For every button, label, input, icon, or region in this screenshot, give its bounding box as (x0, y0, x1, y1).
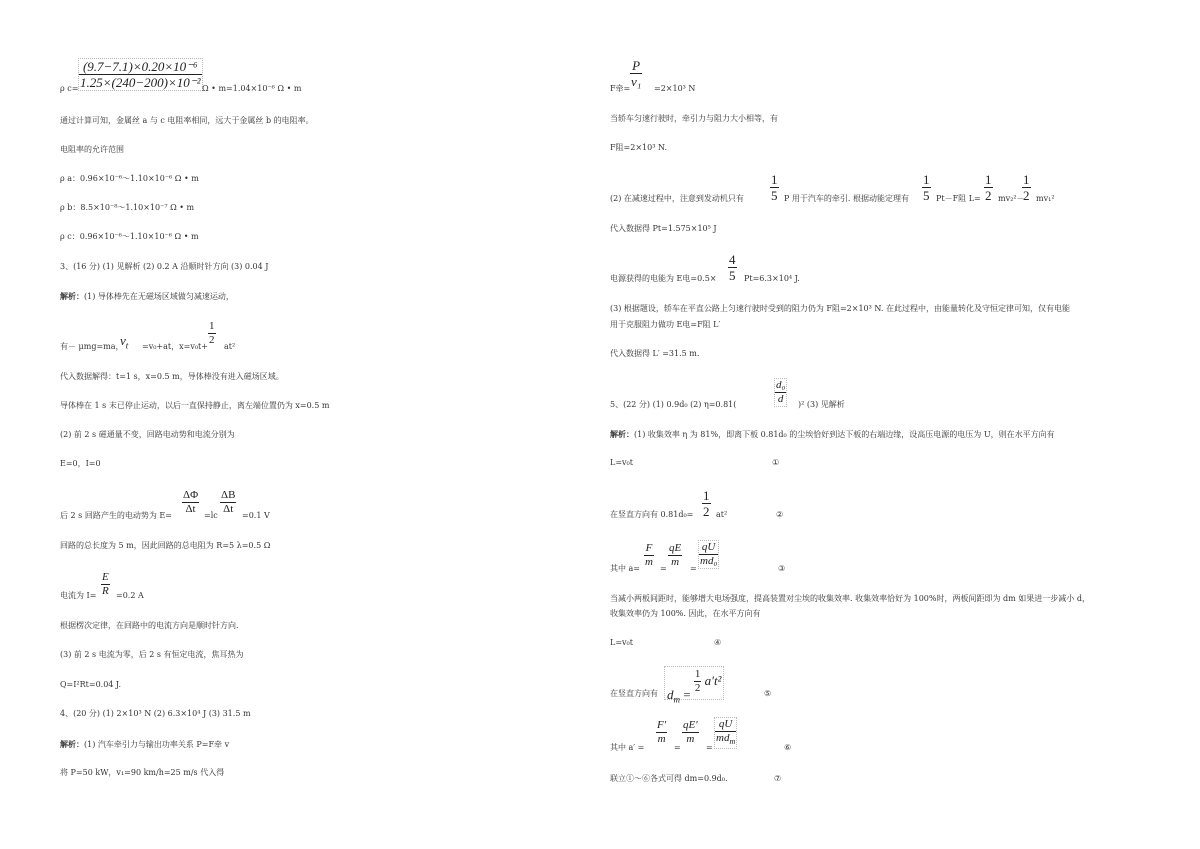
f-frac-den: v₁ (631, 74, 642, 89)
q5-mark7: ⑦ (774, 774, 782, 783)
f-resist: F阻=2×10³ N. (610, 143, 668, 152)
q3-dphi-den: Δt (185, 503, 196, 515)
q5-eq3-prefix: 其中 a= (610, 564, 641, 573)
q5-eq2-den: 2 (703, 504, 710, 519)
q3-emf-mid: =lc (204, 511, 218, 520)
q5-eq3-f-den: m (645, 556, 653, 568)
q5-eq3-qe-num: qE (669, 542, 682, 554)
l-result: 代入数据得 L′ =31.5 m. (610, 349, 700, 358)
q3-dB-den: Δt (223, 503, 234, 515)
part2-frac1-den: 5 (771, 188, 778, 203)
q5-frac-num: d₀ (776, 379, 786, 391)
q3-resist: 回路的总长度为 5 m，因此回路的总电阻为 R=5 λ=0.5 Ω (60, 541, 271, 550)
range-c: ρ c：0.96×10⁻⁶～1.10×10⁻⁶ Ω • m (60, 232, 199, 241)
q3-current-tail: =0.2 A (116, 591, 144, 600)
q5-eq2-tail: at² (716, 510, 728, 519)
rho-c-prefix: ρ c= (60, 84, 79, 93)
rho-c-fraction (78, 58, 203, 91)
q5-mark3: ③ (778, 564, 786, 573)
uniform-text: 当轿车匀速行驶时，牵引力与阻力大小相等，有 (610, 114, 778, 123)
q5-eq6-f-num: F′ (657, 719, 667, 731)
elec-frac-den: 5 (729, 268, 736, 283)
q5-header-fraction (774, 378, 787, 407)
part3-line2: 用于克服阻力做功 E电=F阻 L′ (610, 320, 721, 329)
q5-final: 联立①～⑥各式可得 dm=0.9d₀. (610, 774, 728, 783)
part2-frac4-den: 2 (1023, 188, 1030, 203)
q5-eq6-qu-den: md (716, 732, 730, 744)
q3-e0: E=0，I=0 (60, 459, 101, 468)
q5-eq3-qu-num: qU (699, 541, 718, 555)
q3-analysis-text: (1) 导体棒先在无磁场区域做匀减速运动， (84, 292, 234, 301)
q3-current-num: E (102, 571, 109, 583)
part2-frac2 (922, 172, 931, 203)
part3-line1: (3) 根据题设，轿车在平直公路上匀速行驶时受到的阻力仍为 F阻=2×10³ N. 在此过程中，由能量转化及守恒定律可知，仅有电能 (610, 304, 1070, 313)
part2-mv1: mv₁² (1036, 194, 1055, 203)
f-frac-num: P (630, 58, 642, 74)
part2-eq: Pt－F阻 L= (936, 194, 981, 203)
q3-emf-tail: =0.1 V (242, 511, 270, 520)
q5-mark6: ⑥ (784, 743, 792, 752)
q3-eq1-v-sub: t (125, 340, 129, 351)
q5-reduce-1: 当减小两板间距时，能够增大电场强度，提高装置对尘埃的收集效率. 收集效率恰好为 100%时，两板间距即为 dm 如果进一步减小 d， (610, 594, 1090, 603)
q4-sub: 将 P=50 kW，v₁=90 km/h=25 m/s 代入得 (60, 768, 225, 777)
pt-result: 代入数据得 Pt=1.575×10⁵ J (610, 224, 717, 233)
q3-analysis-line (60, 291, 234, 302)
q4-analysis-text: (1) 汽车牵引力与输出功率关系 P=F牵 v (84, 740, 230, 749)
q5-eq5-eq: = (680, 687, 694, 702)
q5-eq5-lhs-sub: m (673, 694, 680, 705)
q3-eq1-half (208, 320, 216, 347)
q3-eq1-v: v (120, 333, 126, 348)
elec-frac-num: 4 (729, 252, 736, 267)
q5-eq3-eq1: = (660, 564, 667, 573)
q5-eq3-qe-fraction (668, 542, 682, 569)
q5-eq5-lhs-wrap (667, 687, 694, 705)
q5-eq3-qu-den: md₀ (700, 555, 718, 567)
part2-frac2-num: 1 (923, 172, 930, 187)
q3-part2: (2) 前 2 s 磁通量不变，回路电动势和电流分别为 (60, 430, 235, 439)
part2-text: (2) 在减速过程中，注意到发动机只有 (610, 194, 744, 203)
q5-eq6-prefix: 其中 a′ = (610, 743, 645, 752)
q3-emf-prefix: 后 2 s 回路产生的电动势为 E= (60, 511, 172, 520)
q3-current-prefix: 电流为 I= (60, 591, 97, 600)
q5-eq6-eq2: = (706, 743, 713, 752)
rho-c-denominator: 1.25×(240−200)×10⁻² (80, 75, 201, 90)
range-b: ρ b：8.5×10⁻⁸～1.10×10⁻⁷ Ω • m (60, 203, 195, 212)
elec-prefix: 电源获得的电能为 E电=0.5× (610, 274, 717, 283)
q4-header: 4、(20 分) (1) 2×10³ N (2) 6.3×10⁴ J (3) 31.5 m (60, 709, 251, 718)
part2-mv2: mv₂²－ (998, 194, 1025, 203)
part2-mid: P 用于汽车的牵引. 根据动能定理有 (784, 194, 910, 203)
q5-eq3-f-num: F (645, 542, 653, 554)
q5-analysis-line (610, 429, 1055, 440)
q5-eq3-qe-den: m (671, 556, 680, 568)
q5-eq5-num: 1 (694, 668, 701, 680)
f-prefix: F牵= (610, 84, 631, 93)
q3-dphi-fraction (182, 489, 199, 516)
part2-frac2-den: 5 (923, 188, 930, 203)
q5-eq6-qe-num: qE′ (683, 719, 698, 731)
q5-eq5-den: 2 (694, 682, 701, 694)
q3-eq1-half-den: 2 (209, 334, 215, 346)
q5-eq6-eq1: = (674, 743, 681, 752)
q5-header-tail: )² (3) 见解析 (798, 400, 845, 409)
q5-eq1: L=v₀t (610, 458, 633, 467)
q3-lenz: 根据楞次定律，在回路中的电流方向是顺时针方向. (60, 621, 239, 630)
q5-eq6-f-den: m (657, 733, 666, 745)
q5-eq5-prefix: 在竖直方向有 (610, 689, 658, 698)
q5-eq4: L=v₀t (610, 638, 633, 647)
q3-header: 3、(16 分) (1) 见解析 (2) 0.2 A 沿顺时针方向 (3) 0.04 J (60, 262, 269, 271)
q5-analysis-text: (1) 收集效率 η 为 81%，即离下板 0.81d₀ 的尘埃恰好到达下板的右端边缘，设高压电源的电压为 U，则在水平方向有 (634, 430, 1055, 439)
q5-mark1: ① (772, 458, 780, 467)
q5-eq2-prefix: 在竖直方向有 0.81d₀= (610, 510, 694, 519)
q5-eq6-qe-fraction (682, 719, 699, 746)
part2-frac3-den: 2 (985, 188, 992, 203)
q3-eq1-half-num: 1 (209, 320, 215, 332)
q5-eq6-qe-den: m (686, 733, 695, 745)
range-a: ρ a：0.96×10⁻⁶～1.10×10⁻⁶ Ω • m (60, 174, 199, 183)
part2-frac4 (1022, 172, 1031, 203)
q3-dB-num: ΔB (221, 489, 236, 501)
q5-mark5: ⑤ (764, 689, 772, 698)
q3-current-fraction (101, 571, 110, 598)
rho-c-numerator: (9.7−7.1)×0.20×10⁻⁶ (79, 59, 202, 75)
q5-eq6-qu-den-wrap (715, 732, 736, 748)
q3-heat: Q=I²Rt=0.04 J. (60, 680, 122, 689)
right-column (610, 0, 1130, 849)
elec-fraction (728, 252, 737, 283)
q5-eq2-fraction (702, 488, 711, 519)
q3-sub-data: 代入数据解得：t=1 s，x=0.5 m，导体棒没有进入磁场区域。 (60, 372, 284, 381)
q3-current-den: R (102, 585, 109, 597)
q5-eq3-qu-fraction (698, 540, 719, 569)
left-column (60, 0, 580, 849)
q5-analysis-label: 解析： (610, 429, 634, 439)
q5-eq5-lhs: d (667, 687, 674, 702)
q3-dphi-num: ΔΦ (183, 489, 199, 501)
elec-tail: Pt=6.3×10⁴ J. (744, 274, 800, 283)
part2-frac3-num: 1 (985, 172, 992, 187)
q5-eq5-box (664, 666, 724, 705)
q3-stop: 导体棒在 1 s 末已停止运动，以后一直保持静止，离左端位置仍为 x=0.5 m (60, 401, 330, 410)
q3-eq1-vt (120, 333, 128, 351)
q5-mark4: ④ (714, 638, 722, 647)
q5-eq3-eq2: = (690, 564, 697, 573)
f-tail: =2×10³ N (654, 84, 696, 93)
part2-frac3 (984, 172, 993, 203)
q3-eq1-prefix: 有－ μmg=ma， (60, 342, 124, 351)
q5-eq6-f-fraction (656, 719, 667, 746)
part2-frac1-num: 1 (771, 172, 778, 187)
f-fraction (630, 58, 642, 89)
q5-reduce-2: 收集效率仍为 100%. 因此，在水平方向有 (610, 609, 761, 618)
q5-eq6-qu-num: qU (715, 718, 736, 732)
q5-eq5-tail: a′t² (704, 673, 722, 688)
conclusion-text: 通过计算可知，金属丝 a 与 c 电阻率相同，远大于金属丝 b 的电阻率。 (60, 116, 314, 125)
q5-eq6-qu-fraction (714, 717, 737, 749)
q5-eq6-qu-den-sub: m (729, 737, 736, 747)
q5-mark2: ② (776, 510, 784, 519)
q5-header-prefix: 5、(22 分) (1) 0.9d₀ (2) η=0.81( (610, 400, 737, 409)
q5-frac-den: d (777, 393, 784, 405)
q3-analysis-label: 解析： (60, 291, 84, 301)
q5-eq3-f-fraction (644, 542, 654, 569)
range-title: 电阻率的允许范围 (60, 145, 124, 154)
q4-analysis-line (60, 739, 229, 750)
q3-dB-fraction (220, 489, 236, 516)
q3-eq1-mid: =v₀+at，x=v₀t+ (142, 342, 208, 351)
part2-frac1 (770, 172, 779, 203)
q5-eq5-fraction (694, 668, 702, 695)
part2-frac4-num: 1 (1023, 172, 1030, 187)
q4-analysis-label: 解析： (60, 739, 84, 749)
rho-c-result: Ω • m=1.04×10⁻⁶ Ω • m (202, 84, 302, 93)
q5-eq2-num: 1 (703, 488, 710, 503)
q3-eq1-tail: at² (224, 342, 236, 351)
q3-part3: (3) 前 2 s 电流为零，后 2 s 有恒定电流，焦耳热为 (60, 650, 244, 659)
